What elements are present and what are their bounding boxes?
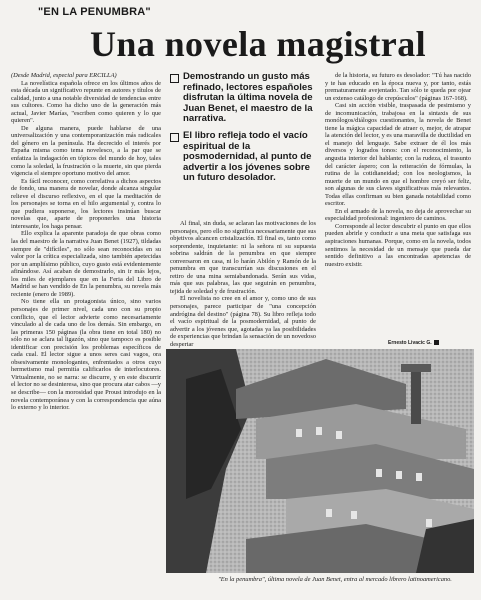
photo-illustration (166, 349, 474, 573)
square-bullet-icon (170, 74, 179, 83)
deck-item (170, 131, 320, 184)
paragraph: Corresponde al lector descubrir el punto en que ellos pueden abrirle y conducir a una meta que satisfaga sus aspiraciones humanas. Porque, como en la novela, todos sentimos la necesidad de un mensaje que pueda dar sentido definitivo a las encontradas apetencias de nuestro existir. (325, 222, 471, 268)
paragraph: de la historia, su futuro es desolador: "Tú has nacido y te has educado en la época nueva y, por tanto, estás prematuramente avejentado. Tan sólo te queda por ojear un extenso catálogo de crepúsculos" (páginas 167-168). (325, 72, 471, 102)
author-name: Ernesto Livacic G. (388, 340, 432, 346)
headline: Una novela magistral (90, 24, 426, 64)
paragraph: Casi sin acción visible, traspasada de pesimismo y de incomunicación, trabajosa en la sintaxis de sus monólogos/diálogos cuestionantes, la novela de Benet tiene la mágica capacidad de atraer o, mejor, de atrapar la atención del lector, y es una maravilla de ductilidad en el manejo del lenguaje. Sabe extraer de él los más diversos y logrados tonos: con el reconocimiento, la angustia interior del hablante; con la rudeza, el trasunto del carácter áspero; con la reiteración de fórmulas, la rutina de la cotidianeidad; con los neologismos, la muerte de un mundo en que el hombre creyó ser feliz, son algunas de sus claves significativas más relevantes. Todas ellas confirman su bien ganada notabilidad como escritor. (325, 102, 471, 208)
deck (170, 72, 320, 190)
city-rooftops-photo (166, 349, 474, 573)
left-column (11, 72, 161, 597)
byline: (Desde Madrid, especial para ERCILLA) (11, 72, 117, 79)
deck-text: Demostrando un gusto más refinado, lectores españoles disfrutan la última novela de Juan Benet, el maestro de la narrativa. (183, 71, 313, 125)
paragraph: El novelista no cree en el amor y, como uno de sus personajes, parece participar de "una concepción andrógina del destino" (página 78). Su libro refleja todo el vacío espiritual de la posmodernidad, al punto de advertir a los jóvenes que, agotadas ya las posibilidades de experiencias que brindan la sensación de un novedoso despertar (170, 295, 316, 348)
paragraph: La novelística española ofrece en los últimos años de esta década un significativo repunte en autores y títulos de calidad, junto a una notable diversidad de tendencias entre sus cultores. Como ha dicho uno de la generación más actual, Javier Marías, "escriben como quieren y lo que quieren". (11, 79, 161, 125)
paragraph: Es fácil reconocer, como correlativa a dichos aspectos de fondo, una manera de novelar, donde alcanza singular relieve el discurso reflexivo, en el que la meditación de los personajes se torna en el hilo argumental y, contra lo que pudiera suponerse, los lectores insinúan buscar novelas que, aparte de proponerles una historia interesante, los haga pensar. (11, 177, 161, 230)
paragraph: De alguna manera, puede hablarse de una universalización y una contemporanización más radicales del género en la península. Ha decrecido el interés por España misma como tema novelesco, a la par que se enfatiza la indagación en tópicos del mundo de hoy, tales como la soledad, la frustración o la muerte, sin que pierda vigencia el siempre oportuno motivo del amor. (11, 124, 161, 178)
deck-item (170, 72, 320, 125)
paragraph: No tiene ella un protagonista único, sino varios personajes de primer nivel, cada uno con su propio conflicto, que el lector advierte como necesariamente vinculado al de cada uno de los demás. Sin embargo, en las primeras 150 páginas (la obra tiene en total 180) no sólo no se aclara tal ligazón, sino que tampoco es posible identificar con precisión los problemas específicos de cada cual. El lector sigue a unos seres casi vagos, ora obsesivamente monologantes, enfrentados a otros cuyo hermetismo mal permitía calificarlos de interlocutores. Virtualmente, no se narra: se discurre, y en este discurrir el lector no se desinteresa, sino que procura atar cabos —y se describe— con la morosidad que Proust introdujo en la novela contemporánea y con la correspondencia que aúna lo externo y lo interior. (11, 298, 161, 412)
paragraph: Ello explica la aparente paradoja de que obras como las del maestro de la narrativa Juan Benet (1927), tildadas siempre de "difíciles", no sólo sean reconocidas en su valor por la crítica especializada, sino también apetecidas por un ampliísimo público, cuyo gusto está evidentemente afinándose. Así acaban de demostrarlo, sin ir más lejos, los miles de ejemplares que en la Feria del Libro de Madrid se han vendido de En la penumbra, su novela más reciente (enero de 1989). (11, 230, 161, 298)
author-credit (388, 340, 439, 346)
paragraph: En el armado de la novela, no deja de aprovechar su especialidad profesional: ingeniero de caminos. (325, 207, 471, 223)
kicker: "EN LA PENUMBRA" (38, 6, 151, 18)
middle-column (170, 220, 316, 348)
photo-caption: "En la penumbra", última novela de Juan Benet, entra al mercado librero latinoamericano. (218, 576, 452, 583)
paragraph: Al final, sin duda, se aclaran las motivaciones de los personajes, pero ello no significa necesariamente que sus objetivos alcancen cristalización. El final es, tanto como sorprendente, inquietante: ni la señora ni su supuesta sobrina saldrán de la penumbra en que siempre conversaron en casa, ni lo harán Abilón y Ramón de la penumbra en que transcurrían sus discusiones en el retiro de una mina semiabandonada. Serán sus vidas, más que sus palabras, las que seguirán en penumbra, tejida de soledad y de frustración. (170, 220, 316, 295)
deck-text: El libro refleja todo el vacío espiritual de la posmodernidad, al punto de advertir a los jóvenes sobre un futuro desolador. (183, 129, 312, 184)
square-bullet-icon (170, 133, 179, 142)
right-column (325, 72, 471, 340)
end-mark-icon (434, 340, 439, 345)
